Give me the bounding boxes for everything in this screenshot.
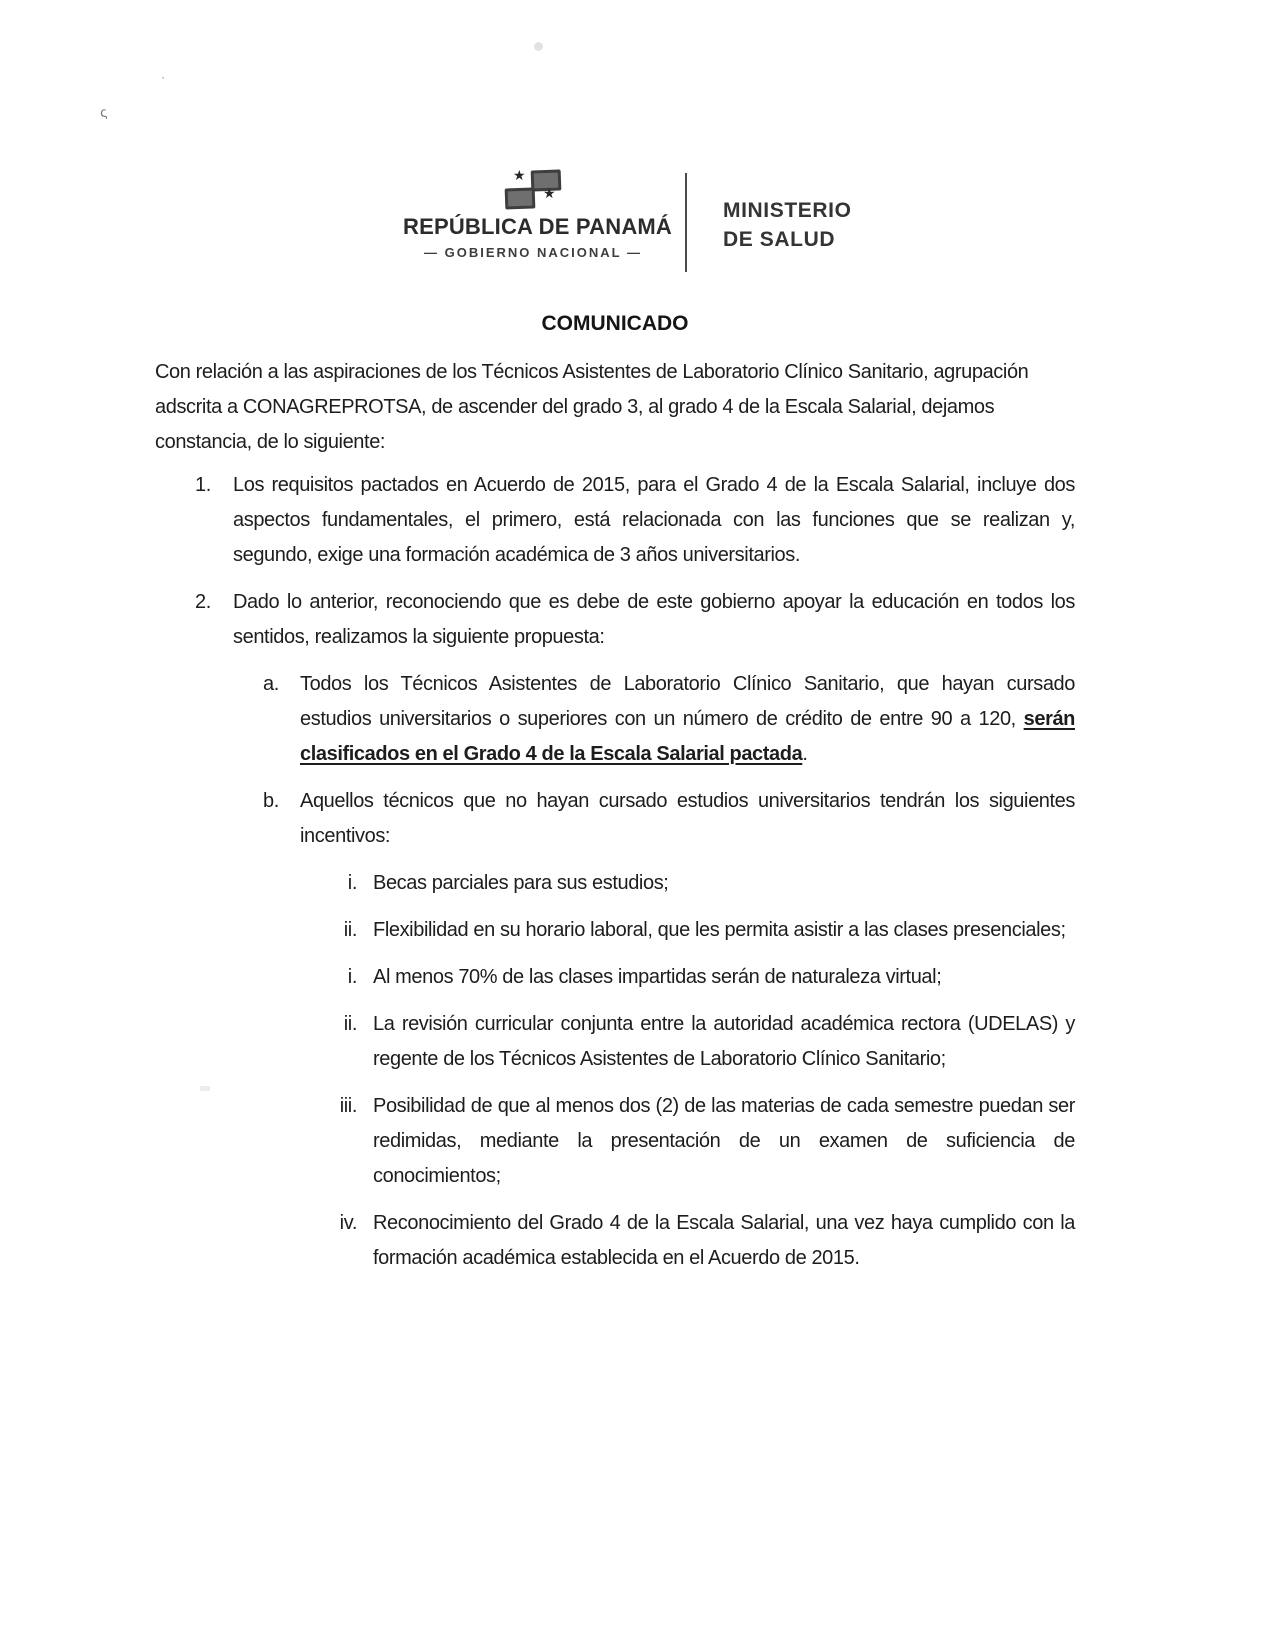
scan-artifact [534, 42, 543, 51]
list-text: Los requisitos pactados en Acuerdo de 2015, para el Grado 4 de la Escala Salarial, incluye dos aspectos fundamentales, el primero, está relacionada con las funciones que se realizan y, segundo, exige una formación académica de 3 años universitarios. [233, 474, 1075, 566]
ministry-line2: DE SALUD [723, 228, 836, 251]
gobierno-nacional-logo [403, 167, 673, 260]
list-text: Dado lo anterior, reconociendo que es debe de este gobierno apoyar la educación en todos los sentidos, realizamos la siguiente propuesta: [233, 591, 1075, 648]
government-subtitle: — GOBIERNO NACIONAL — [424, 245, 642, 260]
roman-item-3 [155, 960, 1075, 995]
list-text-pre: Todos los Técnicos Asistentes de Laboratorio Clínico Sanitario, que hayan cursado estudios universitarios o superiores con un número de crédito de entre 90 a 120, [300, 673, 1075, 730]
document-title: COMUNICADO [541, 312, 689, 335]
flag-quadrant-icon [505, 187, 536, 209]
list-text: Becas parciales para sus estudios; [373, 872, 669, 894]
list-text-emphasis: serán clasificados en el Grado 4 de la Escala Salarial pactada [300, 708, 1075, 765]
list-text: Posibilidad de que al menos dos (2) de las materias de cada semestre puedan ser redimidas, mediante la presentación de un examen de suficiencia de conocimientos; [373, 1095, 1075, 1187]
list-text: Al menos 70% de las clases impartidas serán de naturaleza virtual; [373, 966, 942, 988]
roman-item-2 [155, 913, 1075, 948]
ministry-line1: MINISTERIO [723, 199, 852, 222]
list-marker: i. [347, 872, 357, 894]
list-text: Flexibilidad en su horario laboral, que les permita asistir a las clases presenciales; [373, 919, 1066, 941]
list-text: La revisión curricular conjunta entre la autoridad académica rectora (UDELAS) y regente de los Técnicos Asistentes de Laboratorio Clínico Sanitario; [373, 1013, 1075, 1070]
scan-artifact: ` [158, 75, 166, 89]
list-text [300, 667, 1075, 772]
ministry-title [723, 196, 852, 254]
list-marker: 1. [195, 474, 211, 496]
intro-paragraph: Con relación a las aspiraciones de los Técnicos Asistentes de Laboratorio Clínico Sanitario, agrupación adscrita a CONAGREPROTSA, de ascender del grado 3, al grado 4 de la Escala Salarial, dejamos constancia, de lo siguiente: [155, 361, 1029, 453]
list-marker: a. [263, 673, 279, 695]
letter-item-b [155, 784, 1075, 854]
panama-flag-icon [504, 168, 562, 210]
list-marker: 2. [195, 591, 211, 613]
header-divider [685, 173, 687, 272]
list-text-post: . [802, 743, 808, 765]
list-text: Aquellos técnicos que no hayan cursado estudios universitarios tendrán los siguientes incentivos: [300, 790, 1075, 847]
list-marker: iii. [339, 1095, 357, 1117]
roman-item-4 [155, 1007, 1075, 1077]
list-marker: i. [347, 966, 357, 988]
scan-artifact: ς [98, 103, 108, 121]
list-marker: b. [263, 790, 279, 812]
letterhead [0, 168, 1275, 278]
roman-item-6 [155, 1206, 1075, 1276]
list-marker: iv. [339, 1212, 357, 1234]
star-icon: ★ [543, 185, 556, 201]
list-marker: ii. [343, 919, 357, 941]
star-icon: ★ [513, 167, 526, 183]
list-marker: ii. [343, 1013, 357, 1035]
republic-title: REPÚBLICA DE PANAMÁ [403, 214, 673, 239]
numbered-item-2 [155, 585, 1075, 655]
roman-item-5 [155, 1089, 1075, 1194]
letter-item-a [155, 667, 1075, 772]
document-body [155, 306, 1075, 1276]
list-text: Reconocimiento del Grado 4 de la Escala Salarial, una vez haya cumplido con la formación académica establecida en el Acuerdo de 2015. [373, 1212, 1075, 1269]
roman-item-1 [155, 866, 1075, 901]
numbered-item-1 [155, 468, 1075, 573]
